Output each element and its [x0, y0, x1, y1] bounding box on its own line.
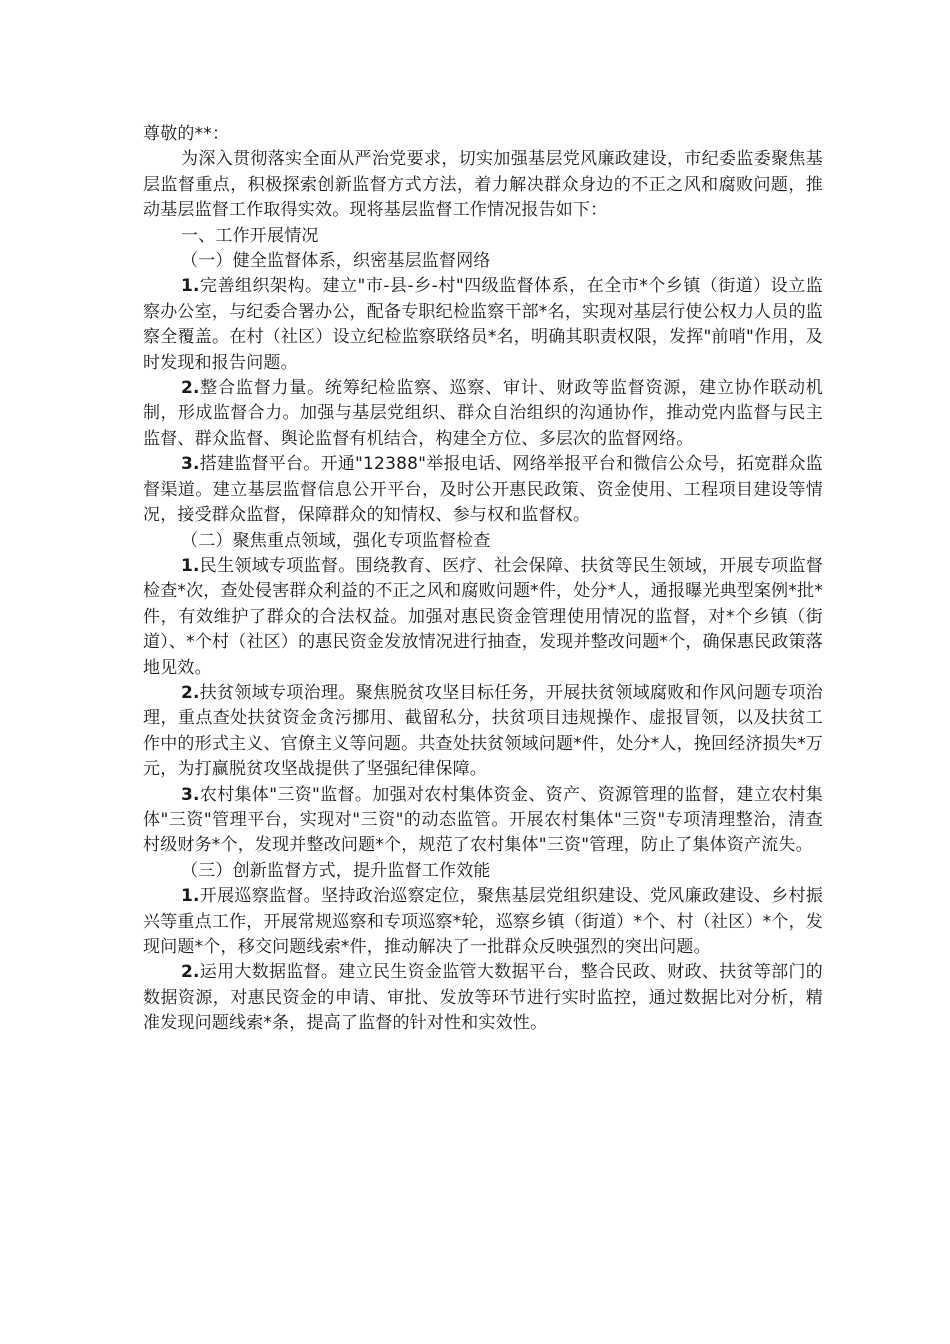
document-body — [143, 122, 823, 1037]
item-number: 3. — [181, 784, 200, 805]
intro-paragraph: 为深入贯彻落实全面从严治党要求，切实加强基层党风廉政建设，市纪委监委聚焦基层监督重点，积极探索创新监督方式方法，着力解决群众身边的不正之风和腐败问题，推动基层监督工作取得实效。现将基层监督工作情况报告如下： — [143, 149, 823, 221]
list-item — [143, 884, 823, 960]
item-text: 民生领域专项监督。围绕教育、医疗、社会保障、扶贫等民生领域，开展专项监督检查*次，查处侵害群众利益的不正之风和腐败问题*件，处分*人，通报曝光典型案例*批*件，有效维护了群众的合法权益。加强对惠民资金管理使用情况的监督，对*个乡镇（街道）、*个村（社区）的惠民资金发放情况进行抽查，发现并整改问题*个，确保惠民政策落地见效。 — [143, 555, 823, 678]
item-number: 1. — [181, 886, 200, 907]
item-text: 扶贫领域专项治理。聚焦脱贫攻坚目标任务，开展扶贫领域腐败和作风问题专项治理，重点查处扶贫资金贪污挪用、截留私分，扶贫项目违规操作、虚报冒领，以及扶贫工作中的形式主义、官僚主义等问题。共查处扶贫领域问题*件，处分*人，挽回经济损失*万元，为打赢脱贫攻坚战提供了坚强纪律保障。 — [143, 682, 823, 780]
salutation: 尊敬的**： — [143, 124, 230, 144]
item-number: 1. — [181, 276, 200, 297]
subsection-heading-3: （三）创新监督方式，提升监督工作效能 — [181, 860, 491, 881]
item-number: 2. — [181, 962, 200, 983]
list-item — [143, 452, 823, 528]
item-text: 整合监督力量。统筹纪检监察、巡察、审计、财政等监督资源，建立协作联动机制，形成监督合力。加强与基层党组织、群众自治组织的沟通协作，推动党内监督与民主监督、群众监督、舆论监督有机结合，构建全方位、多层次的监督网络。 — [143, 378, 823, 449]
item-number: 1. — [181, 555, 200, 576]
item-number: 3. — [181, 454, 200, 475]
list-item — [143, 783, 823, 859]
list-item — [143, 376, 823, 452]
item-number: 2. — [181, 682, 200, 703]
item-text: 搭建监督平台。开通"12388"举报电话、网络举报平台和微信公众号，拓宽群众监督渠道。建立基层监督信息公开平台，及时公开惠民政策、资金使用、工程项目建设等情况，接受群众监督，保障群众的知情权、参与权和监督权。 — [143, 454, 823, 526]
list-item — [143, 681, 823, 783]
list-item — [143, 960, 823, 1036]
item-text: 农村集体"三资"监督。加强对农村集体资金、资产、资源管理的监督，建立农村集体"三资"管理平台，实现对"三资"的动态监管。开展农村集体"三资"专项清理整治，清查村级财务*个，发现并整改问题*个，规范了农村集体"三资"管理，防止了集体资产流失。 — [143, 784, 823, 856]
item-text: 完善组织架构。建立"市-县-乡-村"四级监督体系，在全市*个乡镇（街道）设立监察办公室，与纪委合署办公，配备专职纪检监察干部*名，实现对基层行使公权力人员的监察全覆盖。在村（社区）设立纪检监察联络员*名，明确其职责权限，发挥"前哨"作用，及时发现和报告问题。 — [143, 276, 823, 373]
item-text: 运用大数据监督。建立民生资金监管大数据平台，整合民政、财政、扶贫等部门的数据资源，对惠民资金的申请、审批、发放等环节进行实时监控，通过数据比对分析，精准发现问题线索*条，提高了监督的针对性和实效性。 — [143, 962, 823, 1034]
item-number: 2. — [181, 378, 200, 399]
subsection-heading-2: （二）聚焦重点领域，强化专项监督检查 — [181, 530, 491, 551]
section-heading-1: 一、工作开展情况 — [181, 225, 319, 246]
subsection-heading-1: （一）健全监督体系，织密基层监督网络 — [181, 251, 491, 272]
item-text: 开展巡察监督。坚持政治巡察定位，聚焦基层党组织建设、党风廉政建设、乡村振兴等重点工作，开展常规巡察和专项巡察*轮，巡察乡镇（街道）*个、村（社区）*个，发现问题*个，移交问题线索*件，推动解决了一批群众反映强烈的突出问题。 — [143, 886, 823, 957]
list-item — [143, 554, 823, 681]
list-item — [143, 274, 823, 376]
